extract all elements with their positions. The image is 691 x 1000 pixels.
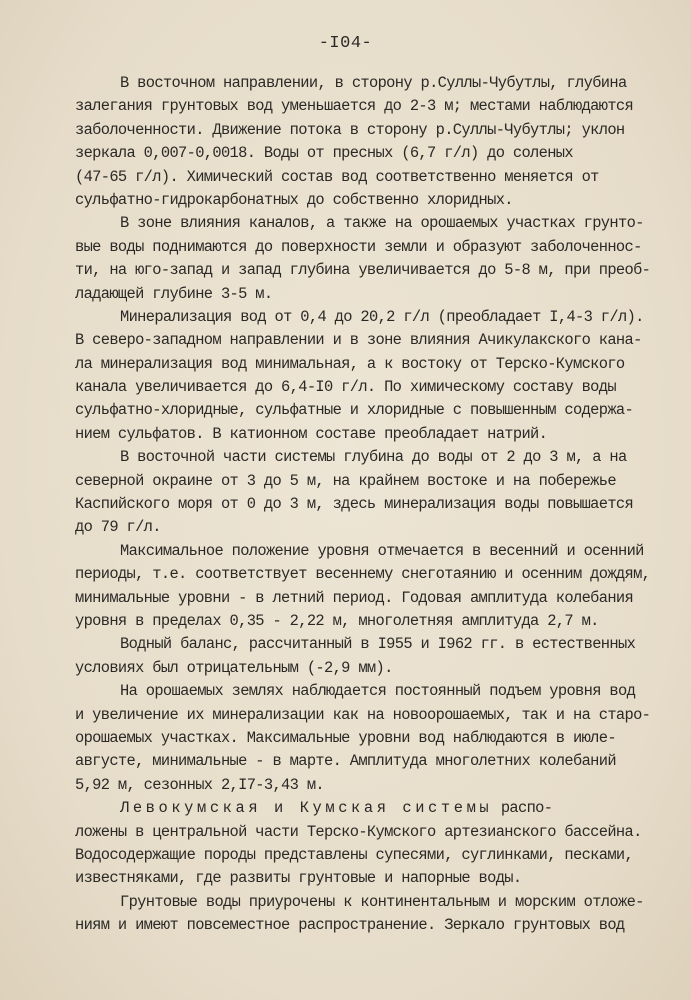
text-line: ладающей глубине 3-5 м. bbox=[75, 284, 273, 303]
text-line: На орошаемых землях наблюдается постоянный подъем уровня вод bbox=[120, 682, 636, 701]
paragraph-6 bbox=[75, 633, 680, 680]
spaced-system-names: Левокумская и Кумская системы bbox=[120, 799, 493, 818]
text-line: северной окраине от 3 до 5 м, на крайнем востоке и на побережье bbox=[75, 471, 616, 490]
paragraph-9 bbox=[75, 891, 680, 938]
text-line: условиях был отрицательным (-2,9 мм). bbox=[75, 658, 393, 677]
text-line: Максимальное положение уровня отмечается в весенний и осенний bbox=[120, 541, 644, 560]
text-line: (47-65 г/л). Химический состав вод соответственно меняется от bbox=[75, 167, 599, 186]
text-line: канала увеличивается до 6,4-I0 г/л. По химическому составу воды bbox=[75, 378, 616, 397]
paragraph-5 bbox=[75, 540, 680, 634]
text-line: ниям и имеют повсеместное распространение. Зеркало грунтовых вод bbox=[75, 916, 625, 935]
body-text bbox=[75, 72, 680, 937]
text-line: В восточном направлении, в сторону р.Суллы-Чубутлы, глубина bbox=[120, 74, 627, 92]
text-line: вые воды поднимаются до поверхности земли и образуют заболоченнос- bbox=[75, 237, 642, 256]
line-continuation: распо- bbox=[492, 799, 553, 818]
text-line: сульфатно-хлоридные, сульфатные и хлоридные с повышенным содержа- bbox=[75, 401, 634, 420]
text-line: известняками, где развиты грунтовые и напорные воды. bbox=[75, 869, 522, 888]
text-line: В северо-западном направлении и в зоне влияния Ачикулакского кана- bbox=[75, 331, 642, 350]
paragraph-1 bbox=[75, 72, 680, 212]
text-line: Водосодержащие породы представлены супесями, суглинками, песками, bbox=[75, 845, 634, 864]
text-line: до 79 г/л. bbox=[75, 518, 161, 537]
text-line: нием сульфатов. В катионном составе преобладает натрий. bbox=[75, 424, 548, 443]
paragraph-4 bbox=[75, 446, 680, 540]
text-line: периоды, т.е. соответствует весеннему снеготаянию и осенним дождям, bbox=[75, 565, 651, 584]
text-line: минимальные уровни - в летний период. Годовая амплитуда колебания bbox=[75, 588, 634, 607]
text-line: 5,92 м, сезонных 2,I7-3,43 м. bbox=[75, 775, 324, 794]
text-line: ла минерализация вод минимальная, а к востоку от Терско-Кумского bbox=[75, 354, 625, 373]
paragraph-7 bbox=[75, 680, 680, 797]
paragraph-8 bbox=[75, 797, 680, 891]
text-line: и увеличение их минерализации как на новоорошаемых, так и на старо- bbox=[75, 705, 651, 724]
text-line: Грунтовые воды приурочены к континентальным и морским отложе- bbox=[120, 892, 644, 911]
text-line: Минерализация вод от 0,4 до 20,2 г/л (преобладает I,4-3 г/л). bbox=[120, 307, 644, 326]
text-line: Водный баланс, рассчитанный в I955 и I962 гг. в естественных bbox=[120, 635, 636, 654]
paragraph-2 bbox=[75, 212, 680, 306]
text-line: орошаемых участках. Максимальные уровни вод наблюдаются в июле- bbox=[75, 728, 616, 747]
text-line: уровня в пределах 0,35 - 2,22 м, многолетняя амплитуда 2,7 м. bbox=[75, 611, 599, 630]
text-line: залегания грунтовых вод уменьшается до 2-3 м; местами наблюдаются bbox=[75, 97, 634, 116]
text-line: заболоченности. Движение потока в сторону р.Суллы-Чубутлы; уклон bbox=[75, 120, 625, 139]
text-line: августе, минимальные - в марте. Амплитуда многолетних колебаний bbox=[75, 752, 616, 771]
text-line: ти, на юго-запад и запад глубина увеличивается до 5-8 м, при преоб- bbox=[75, 261, 651, 280]
text-line: сульфатно-гидрокарбонатных до собственно хлоридных. bbox=[75, 190, 513, 209]
page-number: -I04- bbox=[318, 34, 373, 53]
text-line bbox=[75, 797, 680, 820]
text-line: ложены в центральной части Терско-Кумского артезианского бассейна. bbox=[75, 822, 642, 841]
text-line: В восточной части системы глубина до воды от 2 до 3 м, а на bbox=[120, 448, 627, 467]
text-line: Каспийского моря от 0 до 3 м, здесь минерализация воды повышается bbox=[75, 495, 634, 514]
text-line: зеркала 0,007-0,0018. Воды от пресных (6,7 г/л) до соленых bbox=[75, 144, 573, 163]
text-line: В зоне влияния каналов, а также на орошаемых участках грунто- bbox=[120, 214, 644, 233]
paragraph-3 bbox=[75, 306, 680, 446]
